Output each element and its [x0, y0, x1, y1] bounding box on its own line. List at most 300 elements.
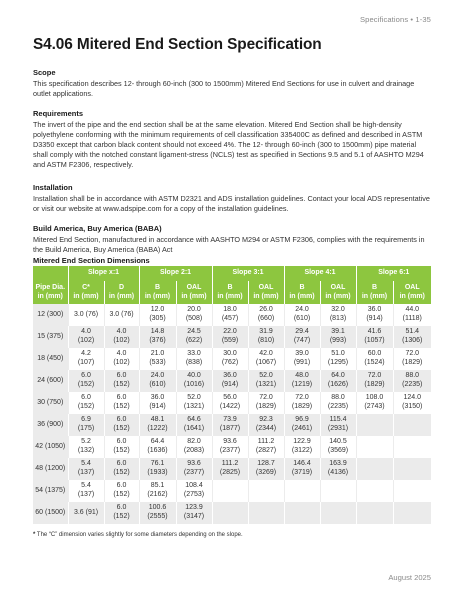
- table-cell: [284, 326, 320, 348]
- table-cell: [139, 326, 176, 348]
- baba-heading: Build America, Buy America (BABA): [33, 224, 162, 233]
- cell-line: (152): [77, 381, 95, 388]
- cell-line: (1306): [402, 337, 423, 344]
- cell-line: 48.1: [150, 416, 165, 424]
- cell-line: 3.6 (91): [73, 508, 99, 516]
- cell-line: 3.0 (76): [109, 310, 134, 318]
- cell-line: 72.0: [259, 394, 273, 402]
- cell-line: (914): [221, 381, 239, 388]
- cell-line: (622): [185, 337, 203, 344]
- table-cell: [248, 480, 284, 502]
- cell-line: (152): [77, 403, 95, 410]
- table-cell: [212, 436, 248, 458]
- table-cell: [68, 304, 104, 326]
- cell-line: (1829): [291, 403, 313, 410]
- spec-page: [33, 0, 431, 600]
- table-row: [33, 348, 431, 370]
- cell-line: 111.2: [221, 460, 239, 468]
- cell-line: (137): [77, 491, 95, 498]
- cell-line: 52.0: [259, 372, 273, 380]
- cell-line: (610): [293, 315, 311, 322]
- table-cell: [68, 458, 104, 480]
- cell-line: 22.0: [223, 328, 237, 336]
- table-cell: [393, 458, 431, 480]
- cell-line: 88.0: [405, 372, 420, 380]
- table-cell: [320, 348, 356, 370]
- table-cell: [139, 392, 176, 414]
- table-cell: [212, 304, 248, 326]
- table-cell: [104, 392, 139, 414]
- column-header-unit: in (mm): [108, 292, 135, 300]
- cell-line: (1524): [364, 359, 385, 366]
- cell-line: (2344): [255, 425, 277, 432]
- cell-line: 15 (375): [37, 332, 64, 340]
- column-header-unit: in (mm): [253, 292, 279, 300]
- table-cell: [393, 304, 431, 326]
- group-header-slope-6-1: Slope 6:1: [356, 266, 431, 281]
- cell-line: (102): [113, 337, 130, 344]
- cell-line: (3122): [291, 447, 313, 454]
- column-header-label: Pipe Dia.: [35, 284, 66, 292]
- table-cell: [68, 348, 104, 370]
- cell-line: (533): [149, 359, 166, 366]
- table-row: [33, 480, 431, 502]
- pipe-diameter-cell: [33, 480, 68, 502]
- pipe-diameter-cell: [33, 304, 68, 326]
- table-cell: [68, 502, 104, 524]
- cell-line: 6.0: [116, 504, 127, 512]
- cell-line: (508): [185, 315, 203, 322]
- cell-line: 76.1: [150, 460, 165, 468]
- table-cell: [284, 480, 320, 502]
- table-cell: [248, 436, 284, 458]
- cell-line: (838): [185, 359, 203, 366]
- table-cell: [139, 480, 176, 502]
- cell-line: 4.0: [116, 328, 127, 336]
- table-cell: [356, 458, 393, 480]
- column-header-unit: in (mm): [37, 292, 63, 300]
- cell-line: (1641): [183, 425, 205, 432]
- cell-line: 24.5: [187, 328, 201, 336]
- cell-line: (1295): [327, 359, 349, 366]
- table-cell: [284, 458, 320, 480]
- cell-line: 14.8: [150, 328, 165, 336]
- table-cell: [356, 414, 393, 436]
- table-cell: [284, 414, 320, 436]
- cell-line: 54 (1375): [35, 486, 66, 494]
- cell-line: 123.9: [185, 504, 203, 512]
- cell-line: (152): [113, 513, 130, 520]
- group-header-slope-2-1: Slope 2:1: [139, 266, 212, 281]
- table-cell: [176, 436, 212, 458]
- table-cell: [68, 326, 104, 348]
- table-cell: [104, 348, 139, 370]
- table-cell: [212, 326, 248, 348]
- cell-line: 146.4: [293, 460, 311, 468]
- cell-line: (1016): [183, 381, 205, 388]
- cell-line: 5.4: [81, 460, 91, 468]
- cell-line: (1877): [219, 425, 241, 432]
- cell-line: 41.6: [367, 328, 382, 336]
- table-cell: [248, 370, 284, 392]
- cell-line: (1626): [327, 381, 349, 388]
- column-header-label: B: [227, 284, 233, 292]
- cell-line: 72.0: [367, 372, 382, 380]
- table-cell: [139, 414, 176, 436]
- group-header-slope-4-1: Slope 4:1: [284, 266, 356, 281]
- cell-line: 6.9: [81, 416, 91, 424]
- table-cell: [104, 304, 139, 326]
- table-row: [33, 414, 431, 436]
- table-row: [33, 436, 431, 458]
- table-heading: Mitered End Section Dimensions: [33, 256, 150, 265]
- table-cell: [284, 370, 320, 392]
- cell-line: 6.0: [116, 460, 127, 468]
- running-head: Specifications • 1-35: [359, 15, 431, 24]
- table-cell: [320, 392, 356, 414]
- table-cell: [139, 304, 176, 326]
- table-cell: [248, 458, 284, 480]
- cell-line: 36.0: [367, 306, 382, 314]
- table-cell: [176, 392, 212, 414]
- cell-line: 26.0: [259, 306, 273, 314]
- group-header-slope-x1: Slope x:1: [68, 266, 139, 281]
- cell-line: (1321): [183, 403, 205, 410]
- cell-line: (747): [293, 337, 311, 344]
- requirements-heading: Requirements: [33, 109, 84, 118]
- table-cell: [104, 458, 139, 480]
- table-cell: [176, 370, 212, 392]
- cell-line: 93.6: [187, 460, 201, 468]
- cell-line: (2753): [183, 491, 205, 498]
- footer-date: August 2025: [388, 573, 431, 582]
- cell-line: 51.0: [331, 350, 345, 358]
- table-cell: [320, 414, 356, 436]
- table-cell: [212, 480, 248, 502]
- table-cell: [104, 370, 139, 392]
- cell-line: 64.0: [331, 372, 345, 380]
- table-footnote: [33, 532, 243, 538]
- cell-line: 140.5: [329, 438, 347, 446]
- cell-line: 48.0: [295, 372, 309, 380]
- cell-line: 6.0: [116, 438, 127, 446]
- cell-line: (1067): [255, 359, 277, 366]
- table-cell: [212, 392, 248, 414]
- cell-line: (1118): [402, 315, 422, 322]
- table-cell: [320, 326, 356, 348]
- cell-line: 48 (1200): [35, 464, 66, 472]
- table-cell: [356, 392, 393, 414]
- table-cell: [248, 348, 284, 370]
- table-cell: [212, 458, 248, 480]
- cell-line: (1321): [255, 381, 277, 388]
- table-cell: [320, 436, 356, 458]
- table-row: [33, 326, 431, 348]
- cell-line: (1057): [364, 337, 385, 344]
- cell-line: (2235): [402, 381, 423, 388]
- table-cell: [104, 326, 139, 348]
- column-header-label: OAL: [186, 284, 202, 292]
- cell-line: 115.4: [329, 416, 347, 424]
- pipe-diameter-cell: [33, 502, 68, 524]
- cell-line: 163.9: [329, 460, 347, 468]
- column-header: [284, 281, 320, 304]
- baba-text: Mitered End Section, manufactured in accordance with AASHTO M294 or ASTM F2306, complies with the requirements in the Build America, Buy America (BABA) Act: [33, 235, 425, 255]
- table-cell: [356, 480, 393, 502]
- table-cell: [104, 502, 139, 524]
- column-header: [320, 281, 356, 304]
- cell-line: 122.9: [293, 438, 311, 446]
- cell-line: (2377): [183, 469, 205, 476]
- cell-line: (107): [77, 359, 95, 366]
- cell-line: 52.0: [187, 394, 201, 402]
- cell-line: 40.0: [187, 372, 201, 380]
- cell-line: 88.0: [331, 394, 345, 402]
- cell-line: (914): [149, 403, 166, 410]
- scope-heading: Scope: [33, 68, 56, 77]
- footnote-marker: *: [33, 532, 36, 538]
- table-cell: [212, 502, 248, 524]
- column-header-label: OAL: [258, 284, 274, 292]
- table-cell: [176, 304, 212, 326]
- table-cell: [393, 326, 431, 348]
- table-cell: [104, 480, 139, 502]
- cell-line: 36.0: [150, 394, 165, 402]
- table-cell: [68, 436, 104, 458]
- cell-line: 111.2: [257, 438, 275, 446]
- table-cell: [320, 370, 356, 392]
- column-header: [212, 281, 248, 304]
- cell-line: (2083): [183, 447, 205, 454]
- cell-line: (102): [77, 337, 95, 344]
- column-header: [33, 281, 68, 304]
- cell-line: 4.2: [81, 350, 91, 358]
- column-header-label: B: [154, 284, 161, 292]
- column-header-unit: in (mm): [144, 292, 171, 300]
- table-cell: [356, 502, 393, 524]
- table-cell: [139, 370, 176, 392]
- table-cell: [393, 348, 431, 370]
- cell-line: (2162): [147, 491, 168, 498]
- cell-line: 51.4: [405, 328, 420, 336]
- cell-line: 6.0: [116, 394, 127, 402]
- table-cell: [212, 348, 248, 370]
- table-cell: [248, 392, 284, 414]
- table-cell: [139, 502, 176, 524]
- cell-line: (2235): [327, 403, 349, 410]
- column-header: [393, 281, 431, 304]
- table-cell: [68, 370, 104, 392]
- table-cell: [212, 370, 248, 392]
- cell-line: 42.0: [259, 350, 273, 358]
- cell-line: 3.0 (76): [73, 310, 99, 318]
- column-header: [356, 281, 393, 304]
- table-cell: [176, 326, 212, 348]
- cell-line: 56.0: [223, 394, 237, 402]
- cell-line: (813): [329, 315, 347, 322]
- table-cell: [248, 304, 284, 326]
- cell-line: 6.0: [81, 372, 91, 380]
- pipe-diameter-cell: [33, 326, 68, 348]
- table-cell: [356, 348, 393, 370]
- scope-text: This specification describes 12- through 60-inch (300 to 1500mm) Mitered End Sections for use in culvert and drainage outlet applications.: [33, 79, 415, 99]
- cell-line: 128.7: [257, 460, 275, 468]
- cell-line: (152): [113, 425, 130, 432]
- table-cell: [284, 502, 320, 524]
- pipe-diameter-cell: [33, 370, 68, 392]
- cell-line: 108.0: [365, 394, 384, 402]
- cell-line: (152): [113, 469, 130, 476]
- cell-line: (102): [113, 359, 130, 366]
- cell-line: (376): [149, 337, 166, 344]
- cell-line: 39.1: [331, 328, 345, 336]
- table-cell: [320, 304, 356, 326]
- cell-line: 21.0: [150, 350, 165, 358]
- table-cell: [356, 326, 393, 348]
- column-header-label: B: [371, 284, 378, 292]
- column-header-unit: in (mm): [289, 292, 315, 300]
- cell-line: 31.9: [259, 328, 273, 336]
- cell-line: 93.6: [223, 438, 237, 446]
- column-header-label: OAL: [404, 284, 420, 292]
- pipe-diameter-cell: [33, 436, 68, 458]
- cell-line: (152): [113, 381, 130, 388]
- cell-line: 64.4: [150, 438, 165, 446]
- cell-line: 6.0: [116, 416, 127, 424]
- cell-line: 124.0: [403, 394, 422, 402]
- table-cell: [139, 436, 176, 458]
- column-header-unit: in (mm): [217, 292, 243, 300]
- cell-line: 5.4: [81, 482, 91, 490]
- column-header-unit: in (mm): [399, 292, 425, 300]
- cell-line: 24.0: [295, 306, 309, 314]
- pipe-diameter-cell: [33, 392, 68, 414]
- cell-line: 92.3: [259, 416, 273, 424]
- table-cell: [393, 436, 431, 458]
- table-cell: [176, 414, 212, 436]
- table-cell: [356, 436, 393, 458]
- cell-line: 4.0: [116, 350, 127, 358]
- table-cell: [320, 502, 356, 524]
- cell-line: (1219): [291, 381, 313, 388]
- cell-line: (1933): [147, 469, 168, 476]
- cell-line: (1636): [147, 447, 168, 454]
- cell-line: 30 (750): [37, 398, 64, 406]
- cell-line: 60 (1500): [35, 508, 66, 516]
- cell-line: (3150): [402, 403, 423, 410]
- table-cell: [139, 348, 176, 370]
- table-cell: [139, 458, 176, 480]
- cell-line: (993): [329, 337, 347, 344]
- cell-line: 18.0: [223, 306, 237, 314]
- table-cell: [176, 348, 212, 370]
- cell-line: (3147): [183, 513, 205, 520]
- table-cell: [248, 414, 284, 436]
- cell-line: (610): [149, 381, 166, 388]
- cell-line: 6.0: [81, 394, 91, 402]
- column-header: [68, 281, 104, 304]
- table-body: [33, 304, 431, 524]
- cell-line: 108.4: [185, 482, 203, 490]
- cell-line: 12.0: [150, 306, 165, 314]
- pipe-diameter-cell: [33, 414, 68, 436]
- cell-line: 30.0: [223, 350, 237, 358]
- table-cell: [104, 414, 139, 436]
- cell-line: 73.9: [223, 416, 237, 424]
- cell-line: (2555): [147, 513, 168, 520]
- column-header: [248, 281, 284, 304]
- cell-line: 42 (1050): [35, 442, 66, 450]
- table-row: [33, 502, 431, 524]
- cell-line: (2931): [327, 425, 349, 432]
- cell-line: (762): [221, 359, 239, 366]
- table-cell: [393, 502, 431, 524]
- cell-line: (1829): [255, 403, 277, 410]
- cell-line: (4136): [327, 469, 349, 476]
- table-row: [33, 458, 431, 480]
- cell-line: (3569): [327, 447, 349, 454]
- cell-line: (991): [293, 359, 311, 366]
- cell-line: 85.1: [150, 482, 165, 490]
- table-group-header-row: [33, 266, 431, 281]
- cell-line: (2825): [219, 469, 241, 476]
- table-group-header-blank: [33, 266, 68, 281]
- table-row: [33, 304, 431, 326]
- cell-line: 33.0: [187, 350, 201, 358]
- column-header-label: B: [299, 284, 305, 292]
- cell-line: (660): [257, 315, 275, 322]
- table-cell: [393, 392, 431, 414]
- cell-line: (2377): [219, 447, 241, 454]
- cell-line: (305): [149, 315, 166, 322]
- table-row: [33, 392, 431, 414]
- table-cell: [393, 480, 431, 502]
- table-cell: [176, 458, 212, 480]
- table-cell: [68, 414, 104, 436]
- cell-line: (152): [113, 491, 130, 498]
- column-header: [176, 281, 212, 304]
- cell-line: (1222): [147, 425, 168, 432]
- cell-line: 44.0: [405, 306, 420, 314]
- cell-line: (3719): [291, 469, 313, 476]
- table-cell: [284, 348, 320, 370]
- pipe-diameter-cell: [33, 458, 68, 480]
- pipe-diameter-cell: [33, 348, 68, 370]
- cell-line: 6.0: [116, 482, 127, 490]
- cell-line: (2461): [291, 425, 313, 432]
- group-header-slope-3-1: Slope 3:1: [212, 266, 284, 281]
- page-title: S4.06 Mitered End Section Specification: [33, 36, 322, 53]
- column-header-unit: in (mm): [181, 292, 207, 300]
- column-header-unit: in (mm): [73, 292, 99, 300]
- table-cell: [320, 480, 356, 502]
- cell-line: (3269): [255, 469, 277, 476]
- cell-line: 60.0: [367, 350, 382, 358]
- table-cell: [284, 436, 320, 458]
- installation-text: Installation shall be in accordance with ASTM D2321 and ADS installation guidelines. Contact your local ADS representative or visit our website at www.adspipe.com for a copy of the installation guidelines.: [33, 194, 430, 214]
- cell-line: 12 (300): [37, 310, 64, 318]
- cell-line: (810): [257, 337, 275, 344]
- table-cell: [356, 304, 393, 326]
- cell-line: 6.0: [116, 372, 127, 380]
- table-cell: [320, 458, 356, 480]
- column-header: [139, 281, 176, 304]
- cell-line: 24 (600): [37, 376, 64, 384]
- installation-heading: Installation: [33, 183, 73, 192]
- column-header-unit: in (mm): [325, 292, 351, 300]
- cell-line: (132): [77, 447, 95, 454]
- table-cell: [393, 414, 431, 436]
